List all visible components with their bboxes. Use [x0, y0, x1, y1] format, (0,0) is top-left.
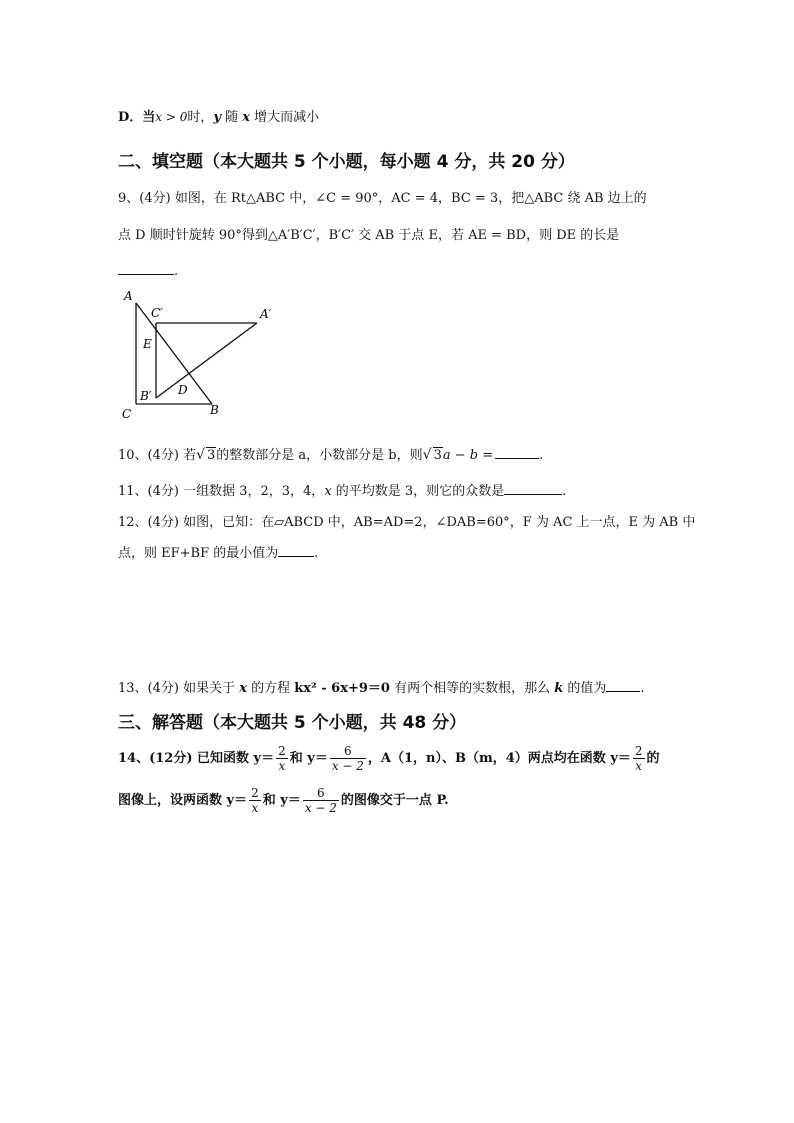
q13-end: . [640, 681, 645, 696]
q10-mid: 的整数部分是 a，小数部分是 b，则 [216, 448, 423, 463]
q9-line1: 9、(4分) 如图，在 Rt△ABC 中，∠C = 90°，AC = 4，BC = 3，把△ABC 绕 AB 边上的 [118, 191, 647, 206]
q14-frac2-den: x − 2 [331, 759, 364, 773]
q13-x: x [239, 681, 247, 696]
q13-tail: 有两个相等的实数根，那么 [389, 681, 555, 696]
q12-answer-blank[interactable] [278, 544, 314, 557]
q14-frac2-num: 6 [330, 744, 366, 759]
option-d-tail: 增大而减小 [249, 110, 320, 125]
q14-frac1-num: 2 [278, 744, 286, 758]
q9-figure [114, 286, 286, 420]
q14-frac4 [249, 786, 261, 815]
q14-pre: 14、(12分) 已知函数 y＝ [118, 751, 275, 766]
q9-line2: 点 D 顺时针旋转 90°得到△A′B′C′，B′C′ 交 AB 于点 E，若 AE = BD，则 DE 的长是 [118, 228, 620, 243]
section-2-heading: 二、填空题（本大题共 5 个小题，每小题 4 分，共 20 分） [118, 152, 575, 172]
q10-pre: 10、(4分) 若 [118, 448, 197, 463]
option-d-x: x [242, 110, 250, 125]
q14-frac3-den: x [635, 759, 643, 773]
q11-end: . [562, 484, 567, 499]
option-d-mid: 时， [187, 110, 214, 125]
option-d-label: D．当 [118, 110, 156, 125]
q11-tail: 的平均数是 3，则它的众数是 [331, 484, 505, 499]
option-d-mid2: 随 [220, 110, 243, 125]
q13-mid: 的方程 [247, 681, 295, 696]
label-B-prime: B′ [140, 389, 152, 403]
q14-line2-tail: 的图像交于一点 P. [340, 793, 449, 808]
q14-frac4-num: 2 [251, 786, 259, 800]
q14-line2 [118, 786, 449, 815]
q13-pre: 13、(4分) 如果关于 [118, 681, 240, 696]
q14-frac5-num: 6 [303, 786, 339, 801]
q14-frac5-den: x − 2 [304, 801, 337, 815]
option-d-condition: x > 0 [155, 110, 188, 124]
q10: 10、(4分) 若√ 3的整数部分是 a，小数部分是 b，则√ 3a − b = . [118, 447, 544, 463]
q11-answer-blank[interactable] [504, 482, 562, 495]
q9-answer-line [118, 262, 178, 279]
q14-line2-and: 和 y＝ [262, 793, 301, 808]
q14-line2-pre: 图像上，设两函数 y＝ [118, 793, 248, 808]
section-3-heading: 三、解答题（本大题共 5 个小题，共 48 分） [118, 713, 467, 733]
q11-pre: 11、(4分) 一组数据 3，2，3，4， [118, 484, 325, 499]
q14-frac3-num: 2 [634, 744, 643, 758]
q11 [118, 480, 566, 499]
q10-answer-blank[interactable] [495, 446, 539, 459]
q9-end: . [174, 264, 179, 279]
q13-tail2: 的值为 [563, 681, 607, 696]
q14-frac5 [303, 786, 339, 815]
option-d-y: y [213, 110, 221, 125]
label-C-prime: C′ [151, 306, 163, 320]
q12-end: . [314, 546, 319, 561]
label-A-prime: A′ [260, 307, 272, 321]
q11-x: x [324, 484, 332, 499]
q10-end: . [539, 448, 544, 463]
q12-line1: 12、(4分) 如图，已知：在▱ABCD 中，AB=AD=2，∠DAB=60°，F 为 AC 上一点，E 为 AB 中 [118, 515, 696, 530]
q10-expr-tail: a − b = [442, 448, 494, 463]
q14-tail: 的 [646, 751, 660, 766]
q13-equation: kx² - 6x+9＝0 [294, 681, 390, 696]
label-A: A [124, 289, 133, 303]
label-B: B [210, 403, 219, 417]
q13-answer-blank[interactable] [606, 679, 640, 692]
label-C: C [122, 407, 132, 420]
q14-mid: ，A（1，n）、B（m，4）两点均在函数 y＝ [367, 751, 631, 766]
q14-and: 和 y＝ [289, 751, 328, 766]
label-D: D [178, 383, 188, 397]
option-d [118, 106, 319, 125]
q14-frac4-den: x [251, 801, 259, 815]
q10-expr-sqrt: 3 [433, 448, 442, 463]
q14-frac1 [276, 744, 288, 773]
q14-frac3 [633, 744, 645, 773]
q13-k: k [554, 681, 564, 696]
q12-line2: 点，则 EF+BF 的最小值为 [118, 546, 279, 561]
q14-frac2 [330, 744, 366, 773]
label-E: E [143, 337, 152, 351]
q14-line1 [118, 744, 660, 773]
q9-answer-blank[interactable] [118, 262, 174, 275]
q12-line2-wrap [118, 542, 318, 561]
q14-frac1-den: x [278, 759, 286, 773]
q13 [118, 677, 645, 696]
q10-sqrt3: 3 [207, 448, 216, 463]
